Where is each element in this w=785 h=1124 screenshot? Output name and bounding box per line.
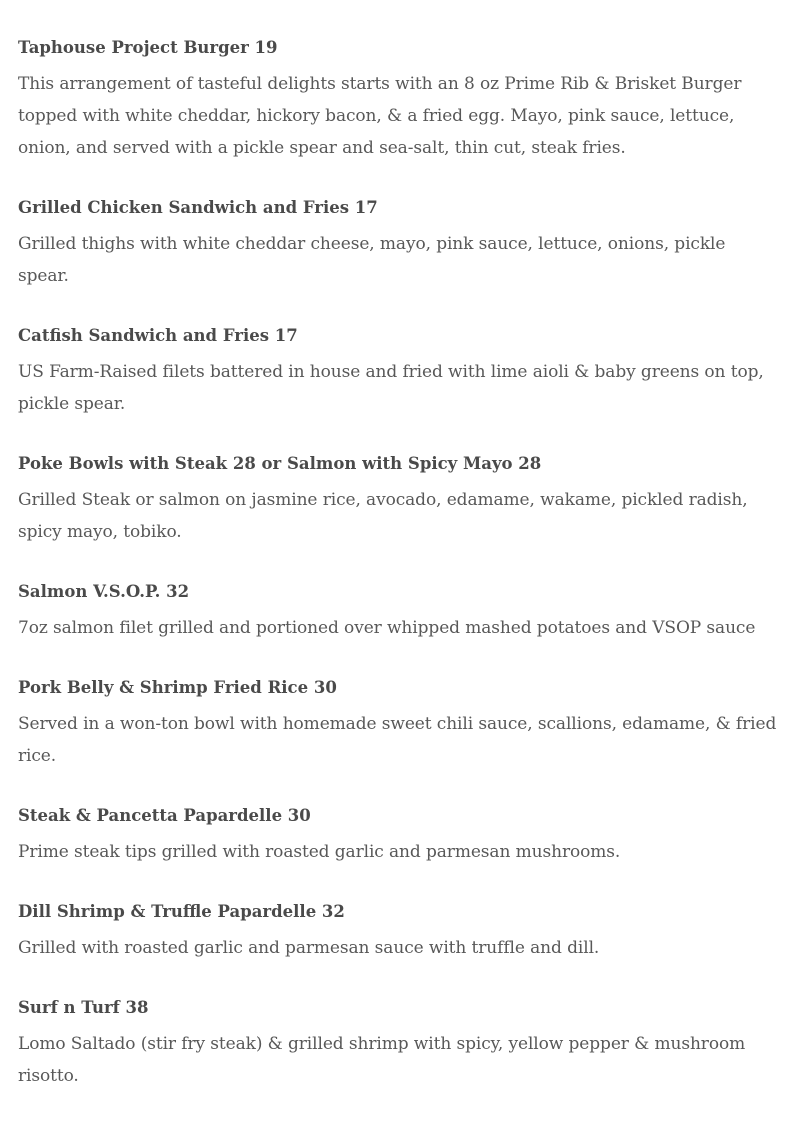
description-line: Served in a won-ton bowl with homemade sweet chili sauce, scallions, edamame, & fried [18, 714, 777, 734]
menu-item-title: Steak & Pancetta Papardelle 30 [18, 806, 311, 825]
menu-item-description [18, 228, 778, 292]
menu-item-title: Poke Bowls with Steak 28 or Salmon with Spicy Mayo 28 [18, 454, 542, 473]
menu-item-poke-bowls [18, 452, 778, 548]
menu-item-description [18, 708, 778, 772]
menu-item-description [18, 484, 778, 548]
menu-item-catfish-sandwich [18, 324, 778, 420]
description-line: 7oz salmon filet grilled and portioned over whipped mashed potatoes and VSOP sauce [18, 618, 756, 638]
menu-item-description [18, 1028, 778, 1092]
menu-item-steak-pancetta-papardelle [18, 804, 778, 868]
menu-item-description [18, 836, 778, 868]
menu-item-pork-belly-shrimp-fried-rice [18, 676, 778, 772]
menu-item-description [18, 356, 778, 420]
menu-item-title: Taphouse Project Burger 19 [18, 38, 278, 57]
menu-item-dill-shrimp-truffle-papardelle [18, 900, 778, 964]
description-line: pickle spear. [18, 394, 126, 414]
menu-item-title: Salmon V.S.O.P. 32 [18, 582, 190, 601]
menu-item-title: Pork Belly & Shrimp Fried Rice 30 [18, 678, 337, 697]
menu-item-title: Grilled Chicken Sandwich and Fries 17 [18, 198, 378, 217]
menu-item-title: Dill Shrimp & Truffle Papardelle 32 [18, 902, 345, 921]
menu-item-salmon-vsop [18, 580, 778, 644]
description-line: Grilled with roasted garlic and parmesan sauce with truffle and dill. [18, 938, 600, 958]
menu-item-grilled-chicken-sandwich [18, 196, 778, 292]
menu-list [18, 36, 778, 1124]
menu-item-title: Catfish Sandwich and Fries 17 [18, 326, 298, 345]
menu-item-taphouse-burger [18, 36, 778, 164]
description-line: spicy mayo, tobiko. [18, 522, 182, 542]
description-line: onion, and served with a pickle spear and sea-salt, thin cut, steak fries. [18, 138, 626, 158]
description-line: Lomo Saltado (stir fry steak) & grilled shrimp with spicy, yellow pepper & mushroom [18, 1034, 746, 1054]
menu-item-title: Surf n Turf 38 [18, 998, 149, 1017]
description-line: risotto. [18, 1066, 79, 1086]
description-line: topped with white cheddar, hickory bacon, & a fried egg. Mayo, pink sauce, lettuce, [18, 106, 735, 126]
description-line: spear. [18, 266, 69, 286]
description-line: Grilled Steak or salmon on jasmine rice, avocado, edamame, wakame, pickled radish, [18, 490, 748, 510]
menu-item-description [18, 932, 778, 964]
menu-item-surf-n-turf [18, 996, 778, 1092]
description-line: rice. [18, 746, 57, 766]
description-line: This arrangement of tasteful delights starts with an 8 oz Prime Rib & Brisket Burger [18, 74, 742, 94]
menu-item-description [18, 612, 778, 644]
description-line: US Farm-Raised filets battered in house and fried with lime aioli & baby greens on top, [18, 362, 764, 382]
description-line: Prime steak tips grilled with roasted garlic and parmesan mushrooms. [18, 842, 621, 862]
menu-item-description [18, 68, 778, 164]
description-line: Grilled thighs with white cheddar cheese, mayo, pink sauce, lettuce, onions, pickle [18, 234, 726, 254]
